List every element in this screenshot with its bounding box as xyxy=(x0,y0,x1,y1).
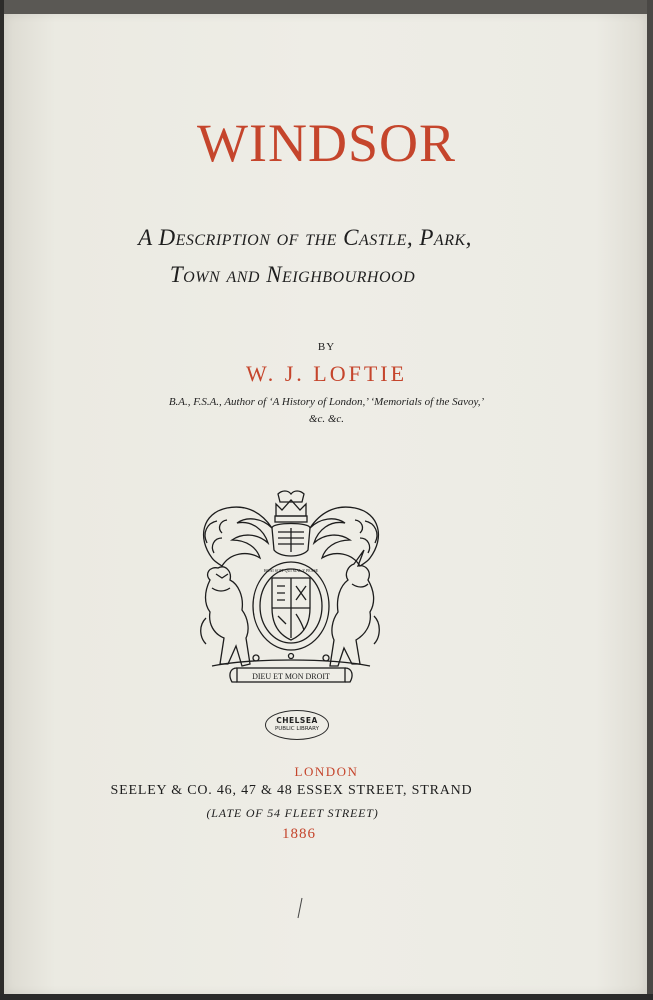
crest-motto: DIEU ET MON DROIT xyxy=(252,672,330,681)
author-credentials: B.A., F.S.A., Author of ‘A History of London,’ ‘Memorials of the Savoy,’ xyxy=(168,396,485,408)
credentials-etc: &c. &c. xyxy=(308,413,345,425)
subtitle-line-1: A Description of the Castle, Park, xyxy=(138,225,472,250)
by-label: BY xyxy=(317,341,336,353)
former-address: (LATE OF 54 FLEET STREET) xyxy=(206,806,379,820)
stamp-line-1: CHELSEA xyxy=(276,716,318,725)
author-name: W. J. LOFTIE xyxy=(245,361,408,386)
book-cover-bottom-edge xyxy=(0,994,653,1000)
publisher-address: SEELEY & CO. 46, 47 & 48 ESSEX STREET, STRAND xyxy=(110,783,473,798)
stamp-line-2: PUBLIC LIBRARY xyxy=(274,726,320,732)
publication-year: 1886 xyxy=(282,826,316,842)
library-stamp xyxy=(265,710,329,740)
subtitle-line-2: Town and Neighbourhood xyxy=(169,262,416,287)
pencil-mark-icon xyxy=(297,897,303,919)
book-cover-top-edge xyxy=(0,0,653,14)
book-title: WINDSOR xyxy=(197,113,456,173)
royal-coat-of-arms-icon xyxy=(192,488,390,694)
garter-motto: HONI SOIT QUI MAL Y PENSE xyxy=(263,568,319,573)
imprint-city: LONDON xyxy=(294,764,359,779)
